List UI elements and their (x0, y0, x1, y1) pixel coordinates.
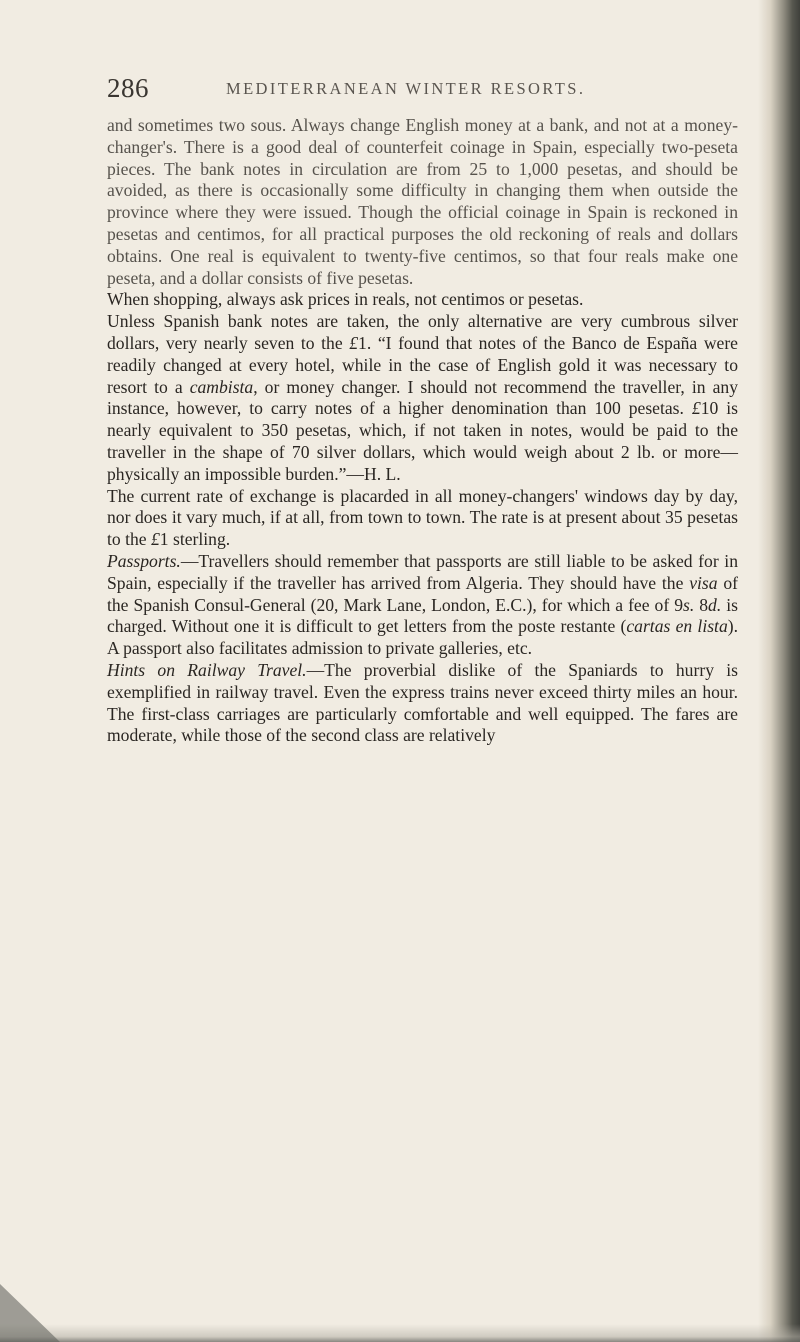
italic-term-visa: visa (689, 572, 718, 593)
text-run: —Travellers should remember that passports are still liable to be asked for in Spain, especially if the traveller has arrived from Algeria. They should have the (107, 550, 738, 593)
page-number: 286 (107, 73, 149, 103)
running-title: MEDITERRANEAN WINTER RESORTS. (226, 79, 586, 98)
paragraph-bank-notes (107, 311, 738, 485)
text-run: , or money changer. I should not recommend the traveller, in any instance, however, to carry notes of a higher denomination than 100 pesetas. (107, 376, 738, 419)
body-text (107, 115, 738, 747)
page-edge-shadow (758, 0, 800, 1342)
section-heading-passports: Passports. (107, 550, 181, 571)
page-corner-fold (0, 1284, 60, 1342)
text-run: The current rate of exchange is placarded in all money-changers' windows day by day, nor does it vary much, if at all, from town to town. The rate is at present about 35 pesetas to the (107, 485, 738, 550)
paragraph-passports (107, 551, 738, 660)
pound-sign: £ (150, 529, 160, 550)
italic-term-cartas-en-lista: cartas en lista (626, 616, 728, 637)
paragraph-money-changing: and sometimes two sous. Always change English money at a bank, and not at a money-changer's. There is a good deal of counterfeit coinage in Spain, especially two-peseta pieces. The bank notes in circulation are from 25 to 1,000 pesetas, and should be avoided, as there is occasionally some difficulty in changing them when outside the province where they were issued. Though the official coinage in Spain is reckoned in pesetas and centimos, for all practical purposes the old reckoning of reals and dollars obtains. One real is equivalent to twenty-five centimos, so that four reals make one peseta, and a dollar consists of five pesetas. (107, 115, 738, 288)
text-run: 10 is nearly equivalent to 350 pesetas, which, if not taken in notes, would be paid to the traveller in the shape of 70 silver dollars, which would weigh about 2 lb. or more—physically an impossible burden.”—H. L. (107, 398, 738, 484)
text-run: ). A passport also facilitates admission to private galleries, etc. (107, 616, 739, 659)
text-run: Unless Spanish bank notes are taken, the only alternative are very cumbrous silver dollars, very nearly seven to the (107, 311, 738, 353)
paragraph-railway-travel (107, 660, 738, 747)
text-run: is charged. Without one it is difficult to get letters from the poste restante ( (107, 594, 738, 637)
paragraph-exchange-rate (107, 486, 738, 551)
pound-sign: £ (349, 332, 359, 353)
text-run: —The proverbial dislike of the Spaniards to hurry is exemplified in railway travel. Even the express trains never exceed thirty miles an hour. The first-class carriages are particularly comfortable and well equipped. The fares are moderate, while those of the second class are relatively (107, 659, 739, 746)
italic-pence: d. (708, 594, 722, 615)
running-head (107, 73, 767, 109)
pound-sign: £ (691, 398, 701, 419)
text-run: 1 sterling. (159, 529, 231, 550)
text-run: 8 (694, 594, 709, 615)
section-heading-railway: Hints on Railway Travel. (107, 659, 307, 680)
text-run: 1. “I found that notes of the Banco de España were readily changed at every hotel, while in the case of English gold it was necessary to resort to a (107, 332, 738, 397)
text-run: of the Spanish Consul-General (20, Mark Lane, London, E.C.), for which a fee of 9 (107, 572, 739, 615)
italic-term-cambista: cambista (189, 376, 254, 397)
page-bottom-shadow (0, 1324, 800, 1342)
italic-shillings: s. (683, 594, 695, 615)
paragraph-shopping: When shopping, always ask prices in reals, not centimos or pesetas. (107, 289, 584, 310)
